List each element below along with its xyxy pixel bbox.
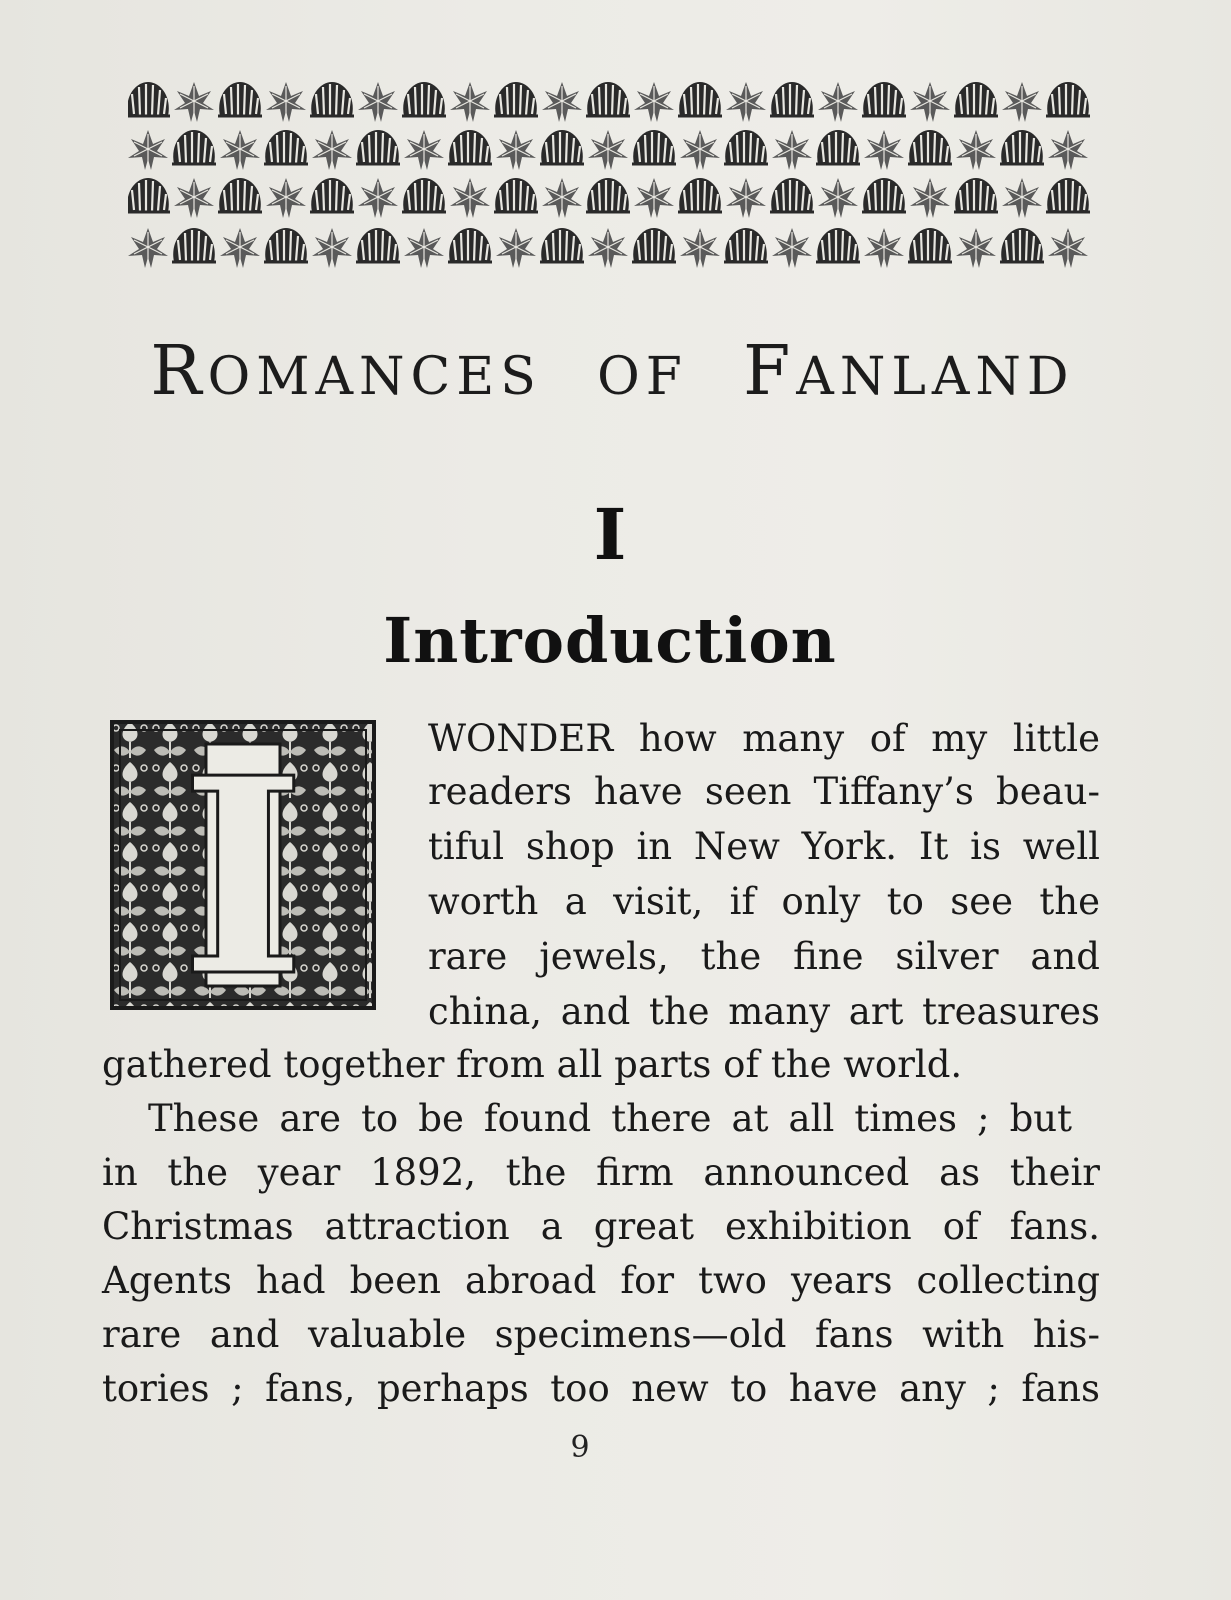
chapter-number: I <box>593 493 627 576</box>
text-line: These are to be found there at all times ; but <box>148 1097 1072 1140</box>
page-number: 9 <box>570 1430 590 1465</box>
running-head-cap-3: F <box>743 332 797 411</box>
ornamental-border-band <box>128 78 1100 276</box>
drop-cap-letter: I <box>179 720 307 1010</box>
chapter-title: Introduction <box>383 604 837 677</box>
border-row-3 <box>128 178 1090 218</box>
running-head <box>125 332 1100 411</box>
text-line: in the year 1892, the firm announced as their <box>102 1151 1100 1194</box>
decorated-drop-cap <box>110 720 376 1010</box>
text-line: readers have seen Tiffany’s beau- <box>428 770 1100 813</box>
border-row-1 <box>128 82 1090 122</box>
text-line: tories ; fans, perhaps too new to have any ; fans <box>102 1367 1100 1410</box>
running-head-cap-1: R <box>150 332 208 411</box>
text-line: gathered together from all parts of the world. <box>102 1043 963 1086</box>
text-line: WONDER how many of my little <box>428 717 1100 760</box>
text-line: rare and valuable specimens—old fans with his- <box>102 1313 1100 1356</box>
running-head-word-3: ANLAND <box>796 347 1075 407</box>
running-head-word-2: OF <box>597 347 688 407</box>
text-line: Christmas attraction a great exhibition of fans. <box>102 1205 1100 1248</box>
border-row-2 <box>128 130 1088 170</box>
text-line: worth a visit, if only to see the <box>428 880 1100 923</box>
text-line: china, and the many art treasures <box>428 990 1100 1033</box>
text-line: rare jewels, the fine silver and <box>428 935 1100 978</box>
running-head-word-1: OMANCES <box>207 347 542 407</box>
text-line: tiful shop in New York. It is well <box>428 825 1100 868</box>
border-row-4 <box>128 228 1088 268</box>
text-line: Agents had been abroad for two years collecting <box>102 1259 1100 1302</box>
